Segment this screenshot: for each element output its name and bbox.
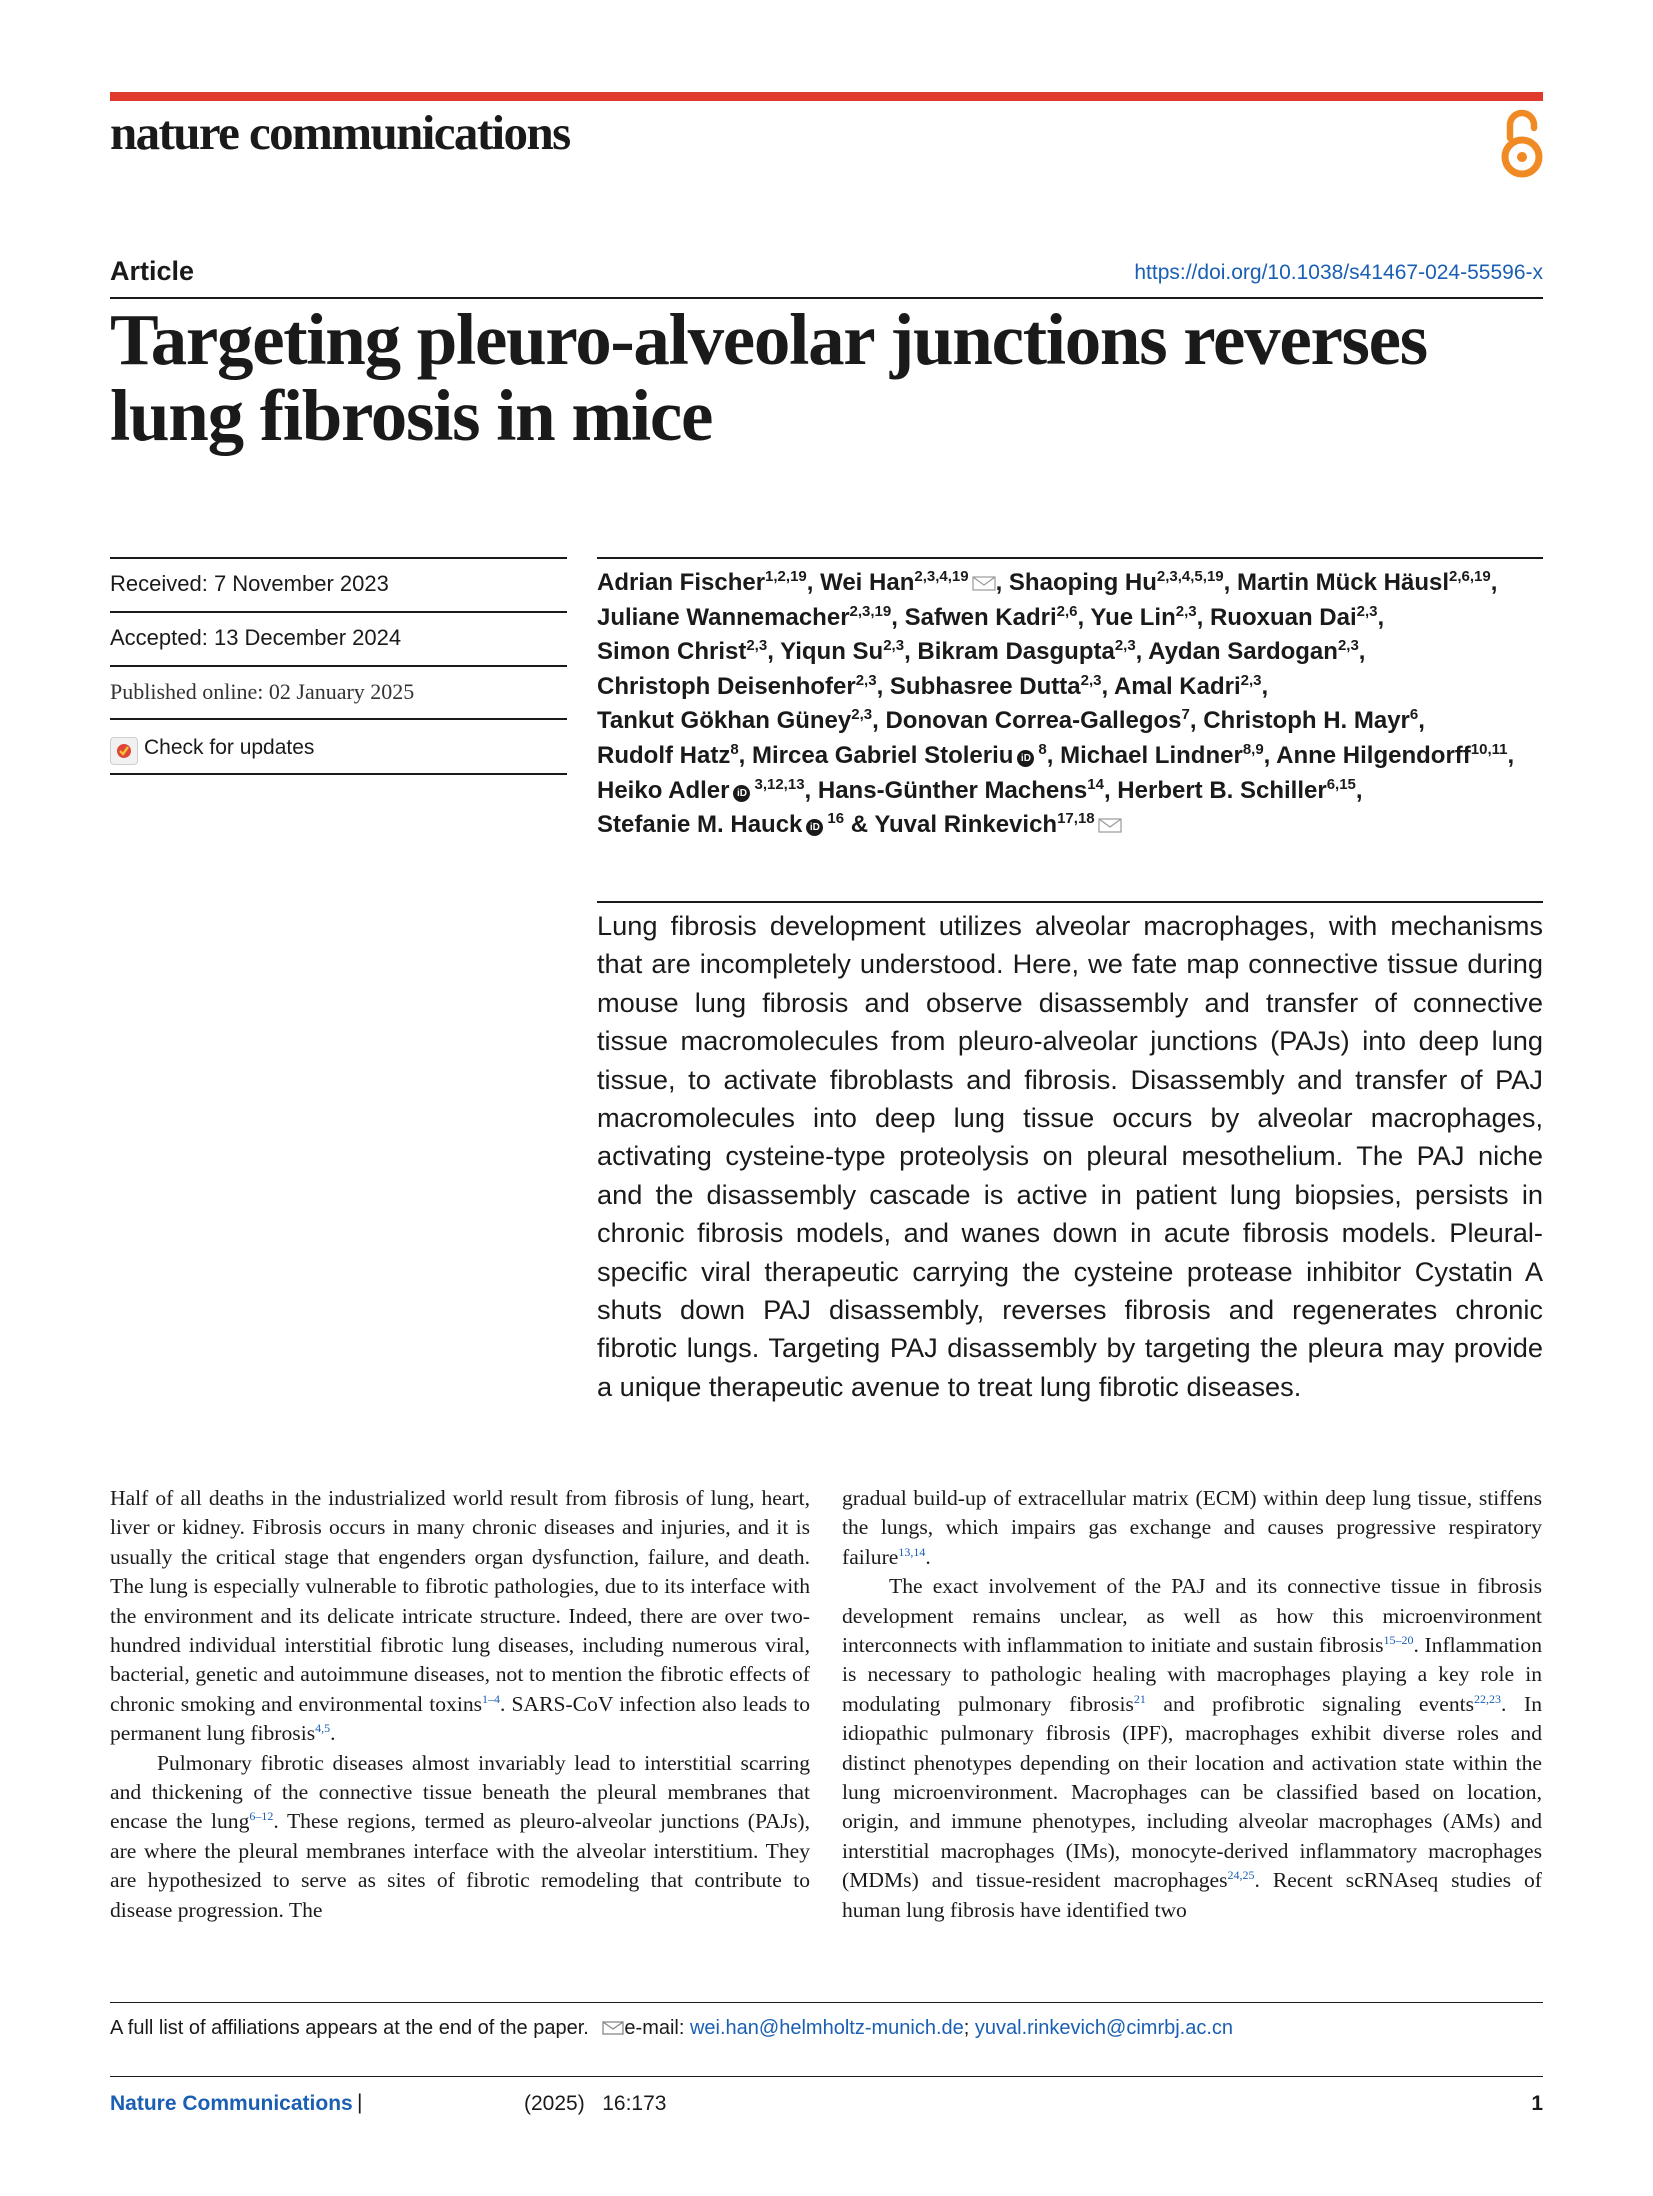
orcid-icon[interactable]: iD [806,819,823,836]
author [1009,569,1224,596]
author [1090,604,1196,631]
footer-rule [110,2076,1543,2077]
author-name: Simon Christ [597,638,747,666]
header-accent-bar [110,92,1543,101]
article-type: Article [110,256,195,286]
author-affiliation: 2,6,19 [1449,568,1491,585]
author-name: Yue Lin [1090,603,1176,631]
citation-ref[interactable]: 22,23 [1474,1691,1502,1706]
author-affiliation: 14 [1087,775,1104,793]
author-name: Heiko Adler [597,776,730,804]
author [890,673,1102,700]
body-text: . In idiopathic pulmonary fibrosis (IPF), macrophages exhibit diverse roles and distinct phenotypes depending on their location and activation state within the lung microenvironment. Macrophages can be classified based on location, origin, and immune phenotypes, including alveolar macrophages (AMs) and interstitial macrophages (IMs), monocyte-derived inflammatory macrophages (MDMs) and tissue-resident macrophages [842,1691,1542,1893]
author-affiliation: 2,3 [883,637,905,655]
author [597,569,807,596]
footnote-rule [110,2002,1543,2003]
dates-rule [110,611,567,613]
dates-rule [110,773,567,775]
author [1060,742,1264,769]
check-for-updates-icon[interactable] [110,737,138,765]
author [874,811,1121,838]
author-affiliation: 16 [827,810,845,828]
author-affiliation: 2,3 [855,671,877,689]
article-title: Targeting pleuro-alveolar junctions reverses lung fibrosis in mice [110,299,1427,456]
author-name: Amal Kadri [1113,672,1241,700]
abstract: Lung fibrosis development utilizes alveolar macrophages, with mechanisms that are incompletely understood. Here, we fate map connective tissue during mouse lung fibrosis and observe disassembly and transfer of connective tissue macromolecules from pleuro-alveolar junctions (PAJs) into deep lung tissue, to activate fibroblasts and fibrosis. Disassembly and transfer of PAJ macromolecules into deep lung tissue occurs by alveolar macrophages, activating cysteine-type proteolysis on pleural mesothelium. The PAJ niche and the disassembly cascade is active in patient lung biopsies, persists in chronic fibrosis models, and wanes down in acute fibrosis models. Pleural-specific viral therapeutic carrying the cysteine protease inhibitor Cystatin A shuts down PAJ disassembly, reverses fibrosis and regenerates chronic fibrotic lungs. Targeting PAJ disassembly by targeting the pleura may provide a unique therapeutic avenue to treat lung fibrotic diseases. [597,910,1543,1402]
body-text: gradual build-up of extracellular matrix (ECM) within deep lung tissue, stiffens the lungs, which impairs gas exchange and causes progressive respiratory failure [842,1486,1542,1569]
body-text: Pulmonary fibrotic diseases almost invariably lead to interstitial scarring and thickening of the connective tissue beneath the pleural membranes that encase the lung [110,1750,810,1834]
author-name: Yiqun Su [780,638,884,666]
author [820,569,995,596]
body-column-right [842,1484,1542,1925]
author [1117,777,1356,804]
author [752,742,1047,769]
author [597,742,739,769]
author-affiliation: 7 [1181,706,1190,724]
author-affiliation: 6,15 [1326,775,1356,793]
received-date: Received: 7 November 2023 [110,571,389,596]
author-name: Mircea Gabriel Stoleriu [752,741,1014,769]
author [597,638,767,665]
dates-rule [110,718,567,720]
body-paragraph [842,1572,1542,1925]
accepted-date: Accepted: 13 December 2024 [110,625,402,650]
author [597,673,877,700]
email-link-han[interactable]: wei.han@helmholtz-munich.de [689,2017,964,2039]
author-name: Michael Lindner [1060,741,1243,769]
author-name: Donovan Correa-Gallegos [885,707,1182,735]
author-affiliation: 2,3 [1240,671,1262,689]
affiliations-text: A full list of affiliations appears at the end of the paper. [110,2017,589,2039]
author-affiliation: 3,12,13 [754,775,805,793]
author-name: Aydan Sardogan [1148,638,1338,666]
author-name: Ruoxuan Dai [1209,603,1357,631]
email-icon[interactable] [972,576,996,591]
author-affiliation: 8 [730,740,739,758]
body-text: . [925,1544,931,1569]
author-affiliation: 2,3 [1337,637,1359,655]
author [1148,638,1359,665]
author-name: Adrian Fischer [597,569,766,596]
author-affiliation: 10,11 [1470,740,1508,758]
body-text: . [330,1721,336,1746]
orcid-icon[interactable]: iD [1017,750,1034,767]
footer-year-issue: (2025) 16:173 [524,2092,667,2115]
email-icon [602,2021,624,2035]
orcid-icon[interactable]: iD [733,785,750,802]
author-name: Shaoping Hu [1008,569,1157,596]
author-affiliation: 2,3 [851,706,873,724]
author [917,638,1135,665]
open-access-icon [1497,108,1547,180]
doi-link[interactable]: https://doi.org/10.1038/s41467-024-55596-x [1134,261,1543,284]
body-text: . These regions, termed as pleuro-alveolar junctions (PAJs), are where the pleural membranes interface with the alveolar interstitium. They are hypothesized to serve as sites of fibrotic remodeling that contribute to disease progression. The [110,1809,810,1922]
author-name: Herbert B. Schiller [1117,776,1327,804]
published-date: Published online: 02 January 2025 [110,679,415,704]
body-column-left [110,1484,810,1925]
author-name: Christoph H. Mayr [1203,707,1410,735]
body-text: . SARS-CoV infection also leads to permanent lung fibrosis [110,1691,810,1746]
email-link-rinkevich[interactable]: yuval.rinkevich@cimrbj.ac.cn [974,2017,1234,2039]
body-text: . Inflammation is necessary to pathologic healing with macrophages playing a key role in modulating pulmonary fibrosis [842,1633,1542,1716]
citation-ref[interactable]: 4,5 [315,1721,331,1736]
author-affiliation: 8,9 [1242,740,1264,758]
body-paragraph [110,1484,810,1749]
email-label: e-mail: [624,2017,685,2039]
author-name: Martin Mück Häusl [1236,569,1450,596]
citation-ref[interactable]: 15–20 [1383,1632,1414,1647]
author-list: Adrian Fischer$^{1,2,19}$, Wei Han$^{2,3,4,19}$ , Shaoping Hu$^{2,3,4,5,19}$, Martin Mück Häusl$^{2,6,19}$, Juliane Wannemacher$^{2,3,19}$, Safwen Kadri$^{2,6}$, Yue Lin$^{2,3}$, Ruoxuan Dai$^{2,3}$, Simon Christ$^{2,3}$, Yiqun Su$^{2,3}$, Bikram Dasgupta$^{2,3}$, Aydan Sardogan$^{2,3}$, Christoph Deisenhofer$^{2,3}$, Subhasree Dutta$^{2,3}$, Amal Kadri$^{2,3}$, Tankut Gökhan Güney$^{2,3}$, Donovan Correa-Gallegos$^7$, Christoph H. Mayr$^6$, Rudolf Hatz$^8$, Mircea Gabriel Stoleriu $iD^8$, Michael Lindner$^{8,9}$, Anne Hilgendorff$^{10,11}$, Heiko Adler iD$^{3,12,13}$, Hans-Günther Machens$^{14}$, Herbert B. Schiller$^{6,15}$, Stefanie M. Hauck $iD^{16}$ & Yuval Rinkevich$^{17,18}$ [597,568,1515,839]
author-affiliation: 2,6 [1056,602,1078,620]
author-affiliation: 2,3 [1080,671,1102,689]
author-name: Christoph Deisenhofer [597,672,856,700]
author-name: Safwen Kadri [904,603,1057,631]
body-text: and profibrotic signaling events [1145,1691,1475,1716]
footer-journal-name: Nature Communications [110,2092,353,2115]
author-name: Juliane Wannemacher [597,603,850,631]
author [905,604,1078,631]
email-icon[interactable] [1098,818,1122,833]
author [597,777,805,804]
author-affiliation: 2,3 [1356,602,1378,620]
author-name: Tankut Gökhan Güney [597,707,852,735]
body-text: . Recent scRNAseq studies of human lung fibrosis have identified two [842,1868,1542,1922]
author-affiliation: 1,2,19 [765,568,807,585]
affiliations-note [110,2017,1233,2040]
author [1276,742,1507,769]
author [885,707,1189,734]
page-number: 1 [1531,2092,1543,2115]
author [818,777,1104,804]
author [1203,707,1418,734]
author-affiliation: 2,3,4,5,19 [1156,568,1224,585]
author [1210,604,1378,631]
dates-rule [110,557,567,559]
body-text: Half of all deaths in the industrialized world result from fibrosis of lung, heart, liver or kidney. Fibrosis occurs in many chronic diseases and injuries, and it is usually the critical stage that engenders organ dysfunction, failure, and death. The lung is especially vulnerable to fibrotic pathologies, due to its interface with the environment and its delicate intricate structure. Indeed, there are over two-hundred individual interstitial fibrotic lung diseases, including numerous viral, bacterial, genetic and autoimmune diseases, not to mention the fibrotic effects of chronic smoking and environmental toxins [110,1486,810,1716]
author-affiliation: 2,3,19 [849,602,892,620]
author-name: Rudolf Hatz [597,741,731,769]
citation-ref[interactable]: 24,25 [1227,1868,1255,1883]
author [1114,673,1262,700]
author-name: Hans-Günther Machens [817,776,1088,804]
author-name: Subhasree Dutta [889,672,1081,700]
body-paragraph [842,1484,1542,1572]
email-separator: ; [963,2017,970,2039]
citation-ref[interactable]: 13,14 [898,1544,926,1559]
body-text: The exact involvement of the PAJ and its connective tissue in fibrosis development remains unclear, as well as how this microenvironment interconnects with inflammation to initiate and sustain fibrosis [842,1574,1542,1658]
author-affiliation: 2,3 [1175,602,1197,620]
author [597,707,872,734]
citation-ref[interactable]: 6–12 [249,1809,274,1824]
body-paragraph [110,1749,810,1925]
citation-ref[interactable]: 21 [1133,1691,1146,1706]
author-affiliation: 17,18 [1057,810,1095,828]
citation-ref[interactable]: 1–4 [482,1691,501,1706]
author [597,811,844,838]
author-name: Bikram Dasgupta [917,638,1115,666]
authors-rule [597,557,1543,559]
footer-separator: | [357,2091,363,2114]
journal-name: nature communications [110,105,570,160]
author-affiliation: 8 [1038,740,1047,758]
author [780,638,904,665]
check-for-updates-link[interactable]: Check for updates [144,736,315,759]
author-affiliation: 6 [1409,706,1419,724]
author-affiliation: 2,3,4,19 [914,568,969,585]
author-affiliation: 2,3 [746,637,768,655]
author-name: Stefanie M. Hauck [597,811,803,839]
author [597,604,891,631]
author-name: Yuval Rinkevich [874,811,1058,839]
dates-rule [110,665,567,667]
author-name: Wei Han [820,569,915,596]
author-name: Anne Hilgendorff [1276,741,1471,769]
author [1237,569,1491,596]
author-affiliation: 2,3 [1114,637,1136,655]
abstract-rule [597,901,1543,903]
